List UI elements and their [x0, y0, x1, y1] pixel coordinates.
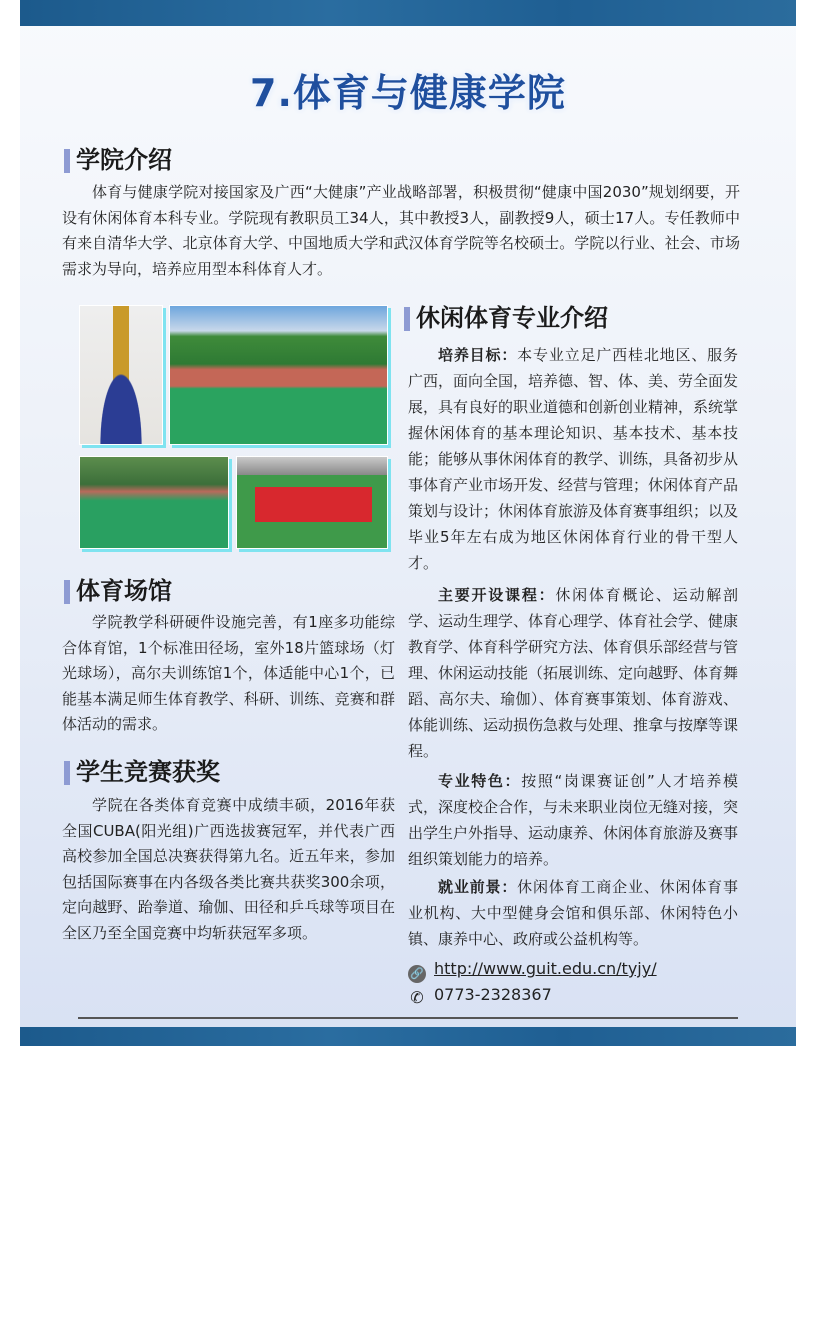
awards-heading: 学生竞赛获奖 — [64, 757, 220, 787]
awards-text: 学院在各类体育竞赛中成绩丰硕，2016年获全国CUBA(阳光组)广西选拔赛冠军，并代表广西高校参加全国总决赛获得第九名。近五年来，参加包括国际赛事在内各级各类比赛共获奖300余项，定向越野、跆拳道、瑜伽、田径和乒乓球等项目在全区乃至全国竞赛中均斩获冠军多项。 — [62, 796, 395, 942]
phone-icon: ✆ — [410, 988, 424, 1007]
phone-number: 0773-2328367 — [434, 985, 552, 1004]
venue-text: 学院教学科研硬件设施完善，有1座多功能综合体育馆，1个标准田径场，室外18片篮球场（灯光球场），高尔夫训练馆1个，体适能中心1个，已能基本满足师生体育教学、科研、训练、竞赛和群体活动的需求。 — [62, 613, 395, 733]
website-row — [408, 958, 657, 983]
feature-label: 专业特色： — [438, 772, 522, 790]
badminton-court-photo — [79, 456, 229, 549]
website-link[interactable]: http://www.guit.edu.cn/tyjy/ — [434, 959, 657, 978]
major-career — [408, 874, 738, 952]
trophy-photo — [79, 305, 163, 445]
divider — [78, 1017, 738, 1019]
intro-text: 体育与健康学院对接国家及广西“大健康”产业战略部署，积极贯彻“健康中国2030”规划纲要，开设有休闲体育本科专业。学院现有教职员工34人，其中教授3人，副教授9人，硕士17人。专任教师中有来自清华大学、北京体育大学、中国地质大学和武汉体育学院等名校硕士。学院以行业、社会、市场需求为导向，培养应用型本科体育人才。 — [62, 183, 740, 278]
feature-text: 按照“岗课赛证创”人才培养模式，深度校企合作，与未来职业岗位无缝对接，突出学生户外指导、运动康养、休闲体育旅游及赛事组织策划能力的培养。 — [408, 772, 739, 868]
courses-label: 主要开设课程： — [438, 586, 556, 604]
phone-row — [408, 984, 552, 1007]
link-icon: 🔗 — [408, 965, 426, 983]
career-text: 休闲体育工商企业、休闲体育事业机构、大中型健身会馆和俱乐部、休闲特色小镇、康养中心、政府或公益机构等。 — [408, 878, 738, 948]
major-goal — [408, 342, 738, 576]
major-heading: 休闲体育专业介绍 — [404, 303, 608, 333]
courses-text: 休闲体育概论、运动解剖学、运动生理学、体育心理学、体育社会学、健康教育学、体育科学研究方法、体育俱乐部经营与管理、休闲运动技能（拓展训练、定向越野、体育舞蹈、高尔夫、瑜伽）、体育赛事策划、体育游戏、体能训练、运动损伤急救与处理、推拿与按摩等课程。 — [408, 586, 739, 760]
bottom-band — [20, 1027, 796, 1046]
brochure-page — [20, 0, 796, 1046]
major-courses — [408, 582, 738, 764]
goal-text: 本专业立足广西桂北地区、服务广西，面向全国，培养德、智、体、美、劳全面发展，具有良好的职业道德和创新创业精神，系统掌握休闲体育的基本理论知识、基本技术、基本技能；能够从事休闲体育的教学、训练，具备初步从事体育产业市场开发、经营与管理；休闲体育产品策划与设计；休闲体育旅游及体育赛事组织；以及毕业5年左右成为地区休闲体育行业的骨干型人才。 — [408, 346, 739, 572]
top-band — [20, 0, 796, 26]
team-photo — [236, 456, 388, 549]
major-feature — [408, 768, 738, 872]
career-label: 就业前景： — [438, 878, 518, 896]
basketball-court-photo — [169, 305, 388, 445]
goal-label: 培养目标： — [438, 346, 518, 364]
intro-heading: 学院介绍 — [64, 145, 172, 175]
venue-heading: 体育场馆 — [64, 576, 172, 606]
page-title: 7.体育与健康学院 — [250, 71, 566, 115]
